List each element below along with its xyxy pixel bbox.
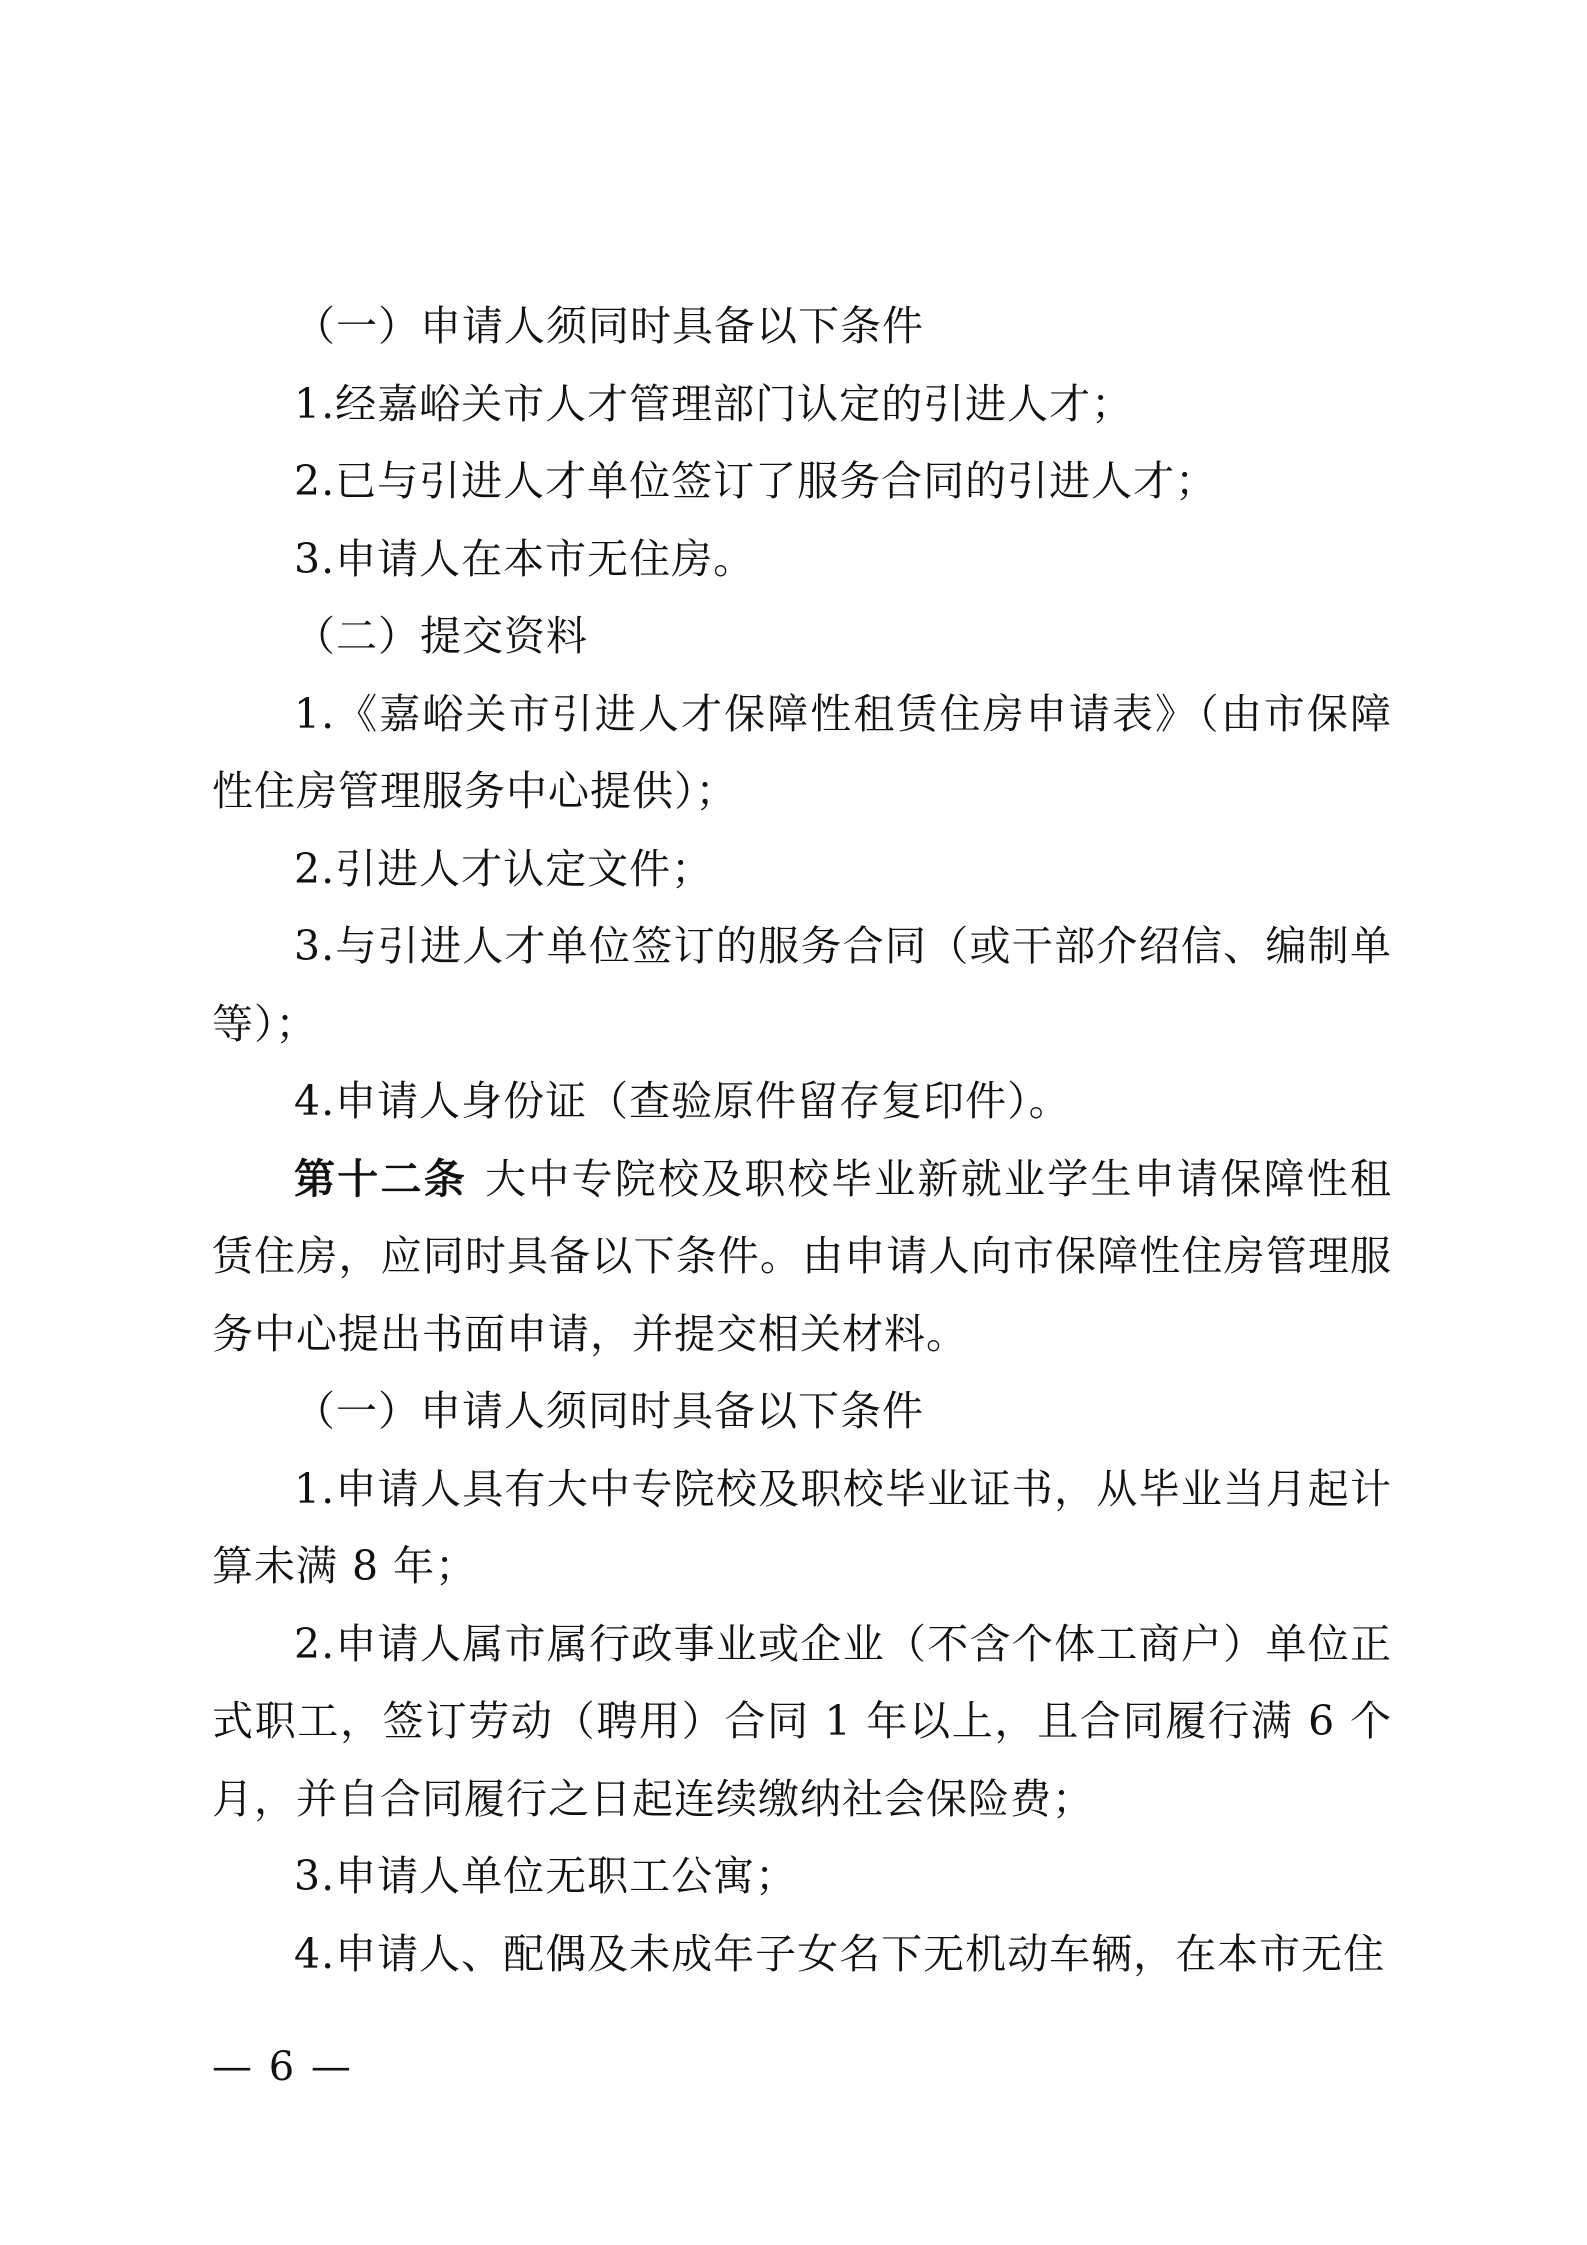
article-paragraph [212, 1141, 1392, 1374]
list-item: 3.申请人单位无职工公寓； [294, 1852, 798, 1900]
section-heading: （二）提交资料 [294, 612, 588, 660]
list-item: 2.申请人属市属行政事业或企业（不含个体工商户）单位正式职工，签订劳动（聘用）合同 1 年以上，且合同履行满 6 个月，并自合同履行之日起连续缴纳社会保险费； [212, 1619, 1392, 1823]
list-item: 1.申请人具有大中专院校及职校毕业证书，从毕业当月起计算未满 8 年； [212, 1464, 1392, 1590]
list-item: 4.申请人、配偶及未成年子女名下无机动车辆，在本市无住 [294, 1929, 1386, 1978]
list-item: 2.已与引进人才单位签订了服务合同的引进人才； [294, 457, 1218, 505]
list-item: 1.经嘉峪关市人才管理部门认定的引进人才； [294, 379, 1134, 428]
page-number: — 6 — [212, 2044, 353, 2090]
list-item: 3.与引进人才单位签订的服务合同（或干部介绍信、编制单等）； [212, 922, 1392, 1048]
section-heading: （一）申请人须同时具备以下条件 [294, 302, 924, 350]
list-item: 1.《嘉峪关市引进人才保障性租赁住房申请表》（由市保障性住房管理服务中心提供）； [212, 689, 1392, 815]
article-number: 第十二条 [294, 1154, 467, 1203]
document-body [212, 288, 1392, 1993]
list-item: 2.引进人才认定文件； [294, 844, 714, 893]
list-item: 4.申请人身份证（查验原件留存复印件）。 [294, 1077, 1071, 1125]
section-heading: （一）申请人须同时具备以下条件 [294, 1387, 924, 1435]
article-text: 大中专院校及职校毕业新就业学生申请保障性租赁住房，应同时具备以下条件。由申请人向市保障性住房管理服务中心提出书面申请，并提交相关材料。 [212, 1154, 1392, 1358]
list-item: 3.申请人在本市无住房。 [294, 534, 756, 583]
